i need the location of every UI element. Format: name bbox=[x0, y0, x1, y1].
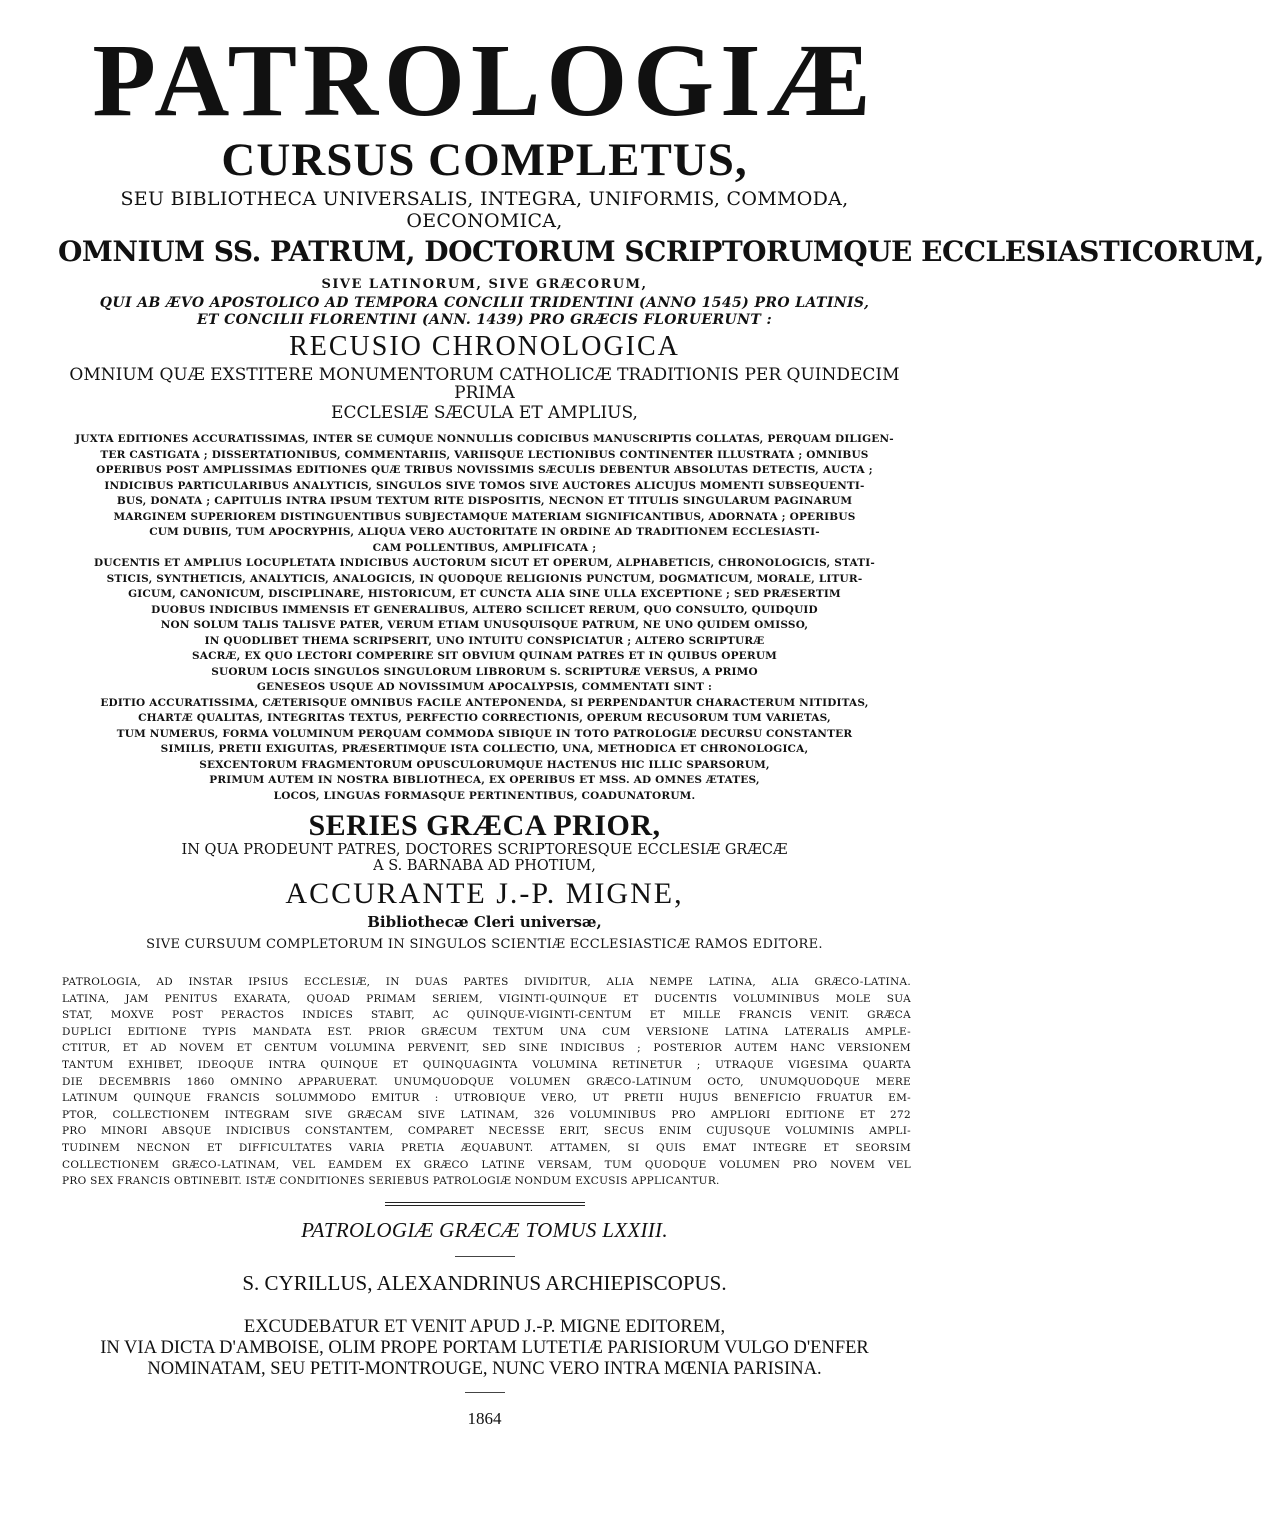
recusio-heading: RECUSIO CHRONOLOGICA bbox=[289, 331, 680, 362]
imprint-line: EXCUDEBATUR ET VENIT APUD J.-P. MIGNE EDITOREM, bbox=[243, 1316, 726, 1337]
editio-line: CHARTÆ QUALITAS, INTEGRITAS TEXTUS, PERFECTIO CORRECTIONIS, OPERUM RECUSORUM TUM VARIETAS, bbox=[138, 712, 831, 724]
ducentis-block bbox=[58, 556, 911, 696]
italic-line-2: ET CONCILII FLORENTINI (ANN. 1439) PRO GRÆCIS FLORUERUNT : bbox=[196, 312, 773, 328]
editor-line: ACCURANTE J.-P. MIGNE, bbox=[285, 877, 684, 910]
editio-line: LOCOS, LINGUAS FORMASQUE PERTINENTIBUS, COADUNATORUM. bbox=[273, 789, 696, 802]
ducentis-line: IN QUODLIBET THEMA SCRIPSERIT, UNO INTUITU CONSPICIATUR ; ALTERO SCRIPTURÆ bbox=[204, 634, 765, 647]
main-title: PATROLOGIÆ bbox=[92, 23, 877, 138]
series-heading: SERIES GRÆCA PRIOR, bbox=[308, 809, 661, 842]
juxta-line: CAM POLLENTIBUS, AMPLIFICATA ; bbox=[372, 541, 597, 554]
ducentis-line: STICIS, SYNTHETICIS, ANALYTICIS, ANALOGICIS, IN QUODQUE RELIGIONIS PUNCTUM, DOGMATICUM, MORALE, LITUR- bbox=[106, 572, 863, 585]
juxta-line: MARGINEM SUPERIOREM DISTINGUENTIBUS SUBJECTAMQUE MATERIAM SIGNIFICANTIBUS, ADORNATA ; OPERIBUS bbox=[113, 510, 856, 523]
short-divider bbox=[465, 1392, 505, 1393]
ducentis-line: GENESEOS USQUE AD NOVISSIMUM APOCALYPSIS, COMMENTATI SINT : bbox=[256, 681, 713, 693]
editio-line: PRIMUM AUTEM IN NOSTRA BIBLIOTHECA, EX OPERIBUS ET MSS. AD OMNES ÆTATES, bbox=[209, 774, 760, 786]
year: 1864 bbox=[467, 1408, 502, 1428]
omnium-patrum-line: OMNIUM SS. PATRUM, DOCTORUM SCRIPTORUMQUE ECCLESIASTICORUM, bbox=[58, 235, 1264, 268]
paragraph-line: TANTUM EXHIBET, IDEOQUE INTRA QUINQUE ET QUINQUAGINTA VOLUMINA RETINETUR ; UTRAQUE VIGESIMA QUARTA bbox=[62, 1058, 911, 1071]
juxta-block bbox=[58, 432, 911, 556]
paragraph-line: PTOR, COLLECTIONEM INTEGRAM SIVE GRÆCAM SIVE LATINAM, 326 VOLUMINIBUS PRO AMPLIORI EDITIONE ET 272 bbox=[62, 1108, 911, 1121]
notice-paragraph bbox=[62, 974, 911, 1190]
author-line: S. CYRILLUS, ALEXANDRINUS ARCHIEPISCOPUS. bbox=[242, 1270, 727, 1295]
juxta-line: INDICIBUS PARTICULARIBUS ANALYTICIS, SINGULOS SIVE TOMOS SIVE AUCTORES ALICUJUS MOMENTI SUBSEQUENTI- bbox=[104, 479, 865, 492]
ducentis-line: DUCENTIS ET AMPLIUS LOCUPLETATA INDICIBUS AUCTORUM SICUT ET OPERUM, ALPHABETICIS, CHRONOLOGICIS, STATI- bbox=[94, 557, 875, 569]
paragraph-line: STAT, MOXVE POST PERACTOS INDICES STABIT, AC QUINQUE-VIGINTI-CENTUM ET MILLE FRANCIS VENIT. GRÆCA bbox=[62, 1009, 911, 1022]
omnium-line-2: ECCLESIÆ SÆCULA ET AMPLIUS, bbox=[331, 403, 638, 423]
short-divider bbox=[455, 1256, 515, 1257]
paragraph-line: DIE DECEMBRIS 1860 OMNINO APPARUERAT. UNUMQUODQUE VOLUMEN GRÆCO-LATINUM OCTO, UNUMQUODQUE MERE bbox=[62, 1075, 911, 1088]
seu-bibliotheca-line: SEU BIBLIOTHECA UNIVERSALIS, INTEGRA, UNIFORMIS, COMMODA, OECONOMICA, bbox=[120, 188, 849, 232]
ducentis-line: SUORUM LOCIS SINGULOS SINGULORUM LIBRORUM S. SCRIPTURÆ VERSUS, A PRIMO bbox=[211, 665, 758, 678]
editio-line: TUM NUMERUS, FORMA VOLUMINUM PERQUAM COMMODA SIBIQUE IN TOTO PATROLOGIÆ DECURSU CONSTANTER bbox=[116, 727, 853, 740]
series-line-2: A S. BARNABA AD PHOTIUM, bbox=[373, 858, 596, 874]
ducentis-line: SACRÆ, EX QUO LECTORI COMPERIRE SIT OBVIUM QUINAM PATRES ET IN QUIBUS OPERUM bbox=[191, 650, 777, 662]
paragraph-line: LATINA, JAM PENITUS EXARATA, QUOAD PRIMAM SERIEM, VIGINTI-QUINQUE ET DUCENTIS VOLUMINIBUS MOLE SUA bbox=[62, 992, 911, 1005]
ducentis-line: NON SOLUM TALIS TALISVE PATER, VERUM ETIAM UNUSQUISQUE PATRUM, NE UNO QUIDEM OMISSO, bbox=[160, 619, 809, 631]
paragraph-line: PATROLOGIA, AD INSTAR IPSIUS ECCLESIÆ, IN DUAS PARTES DIVIDITUR, ALIA NEMPE LATINA, ALIA GRÆCO-LATINA. bbox=[62, 976, 911, 988]
paragraph-line: DUPLICI EDITIONE TYPIS MANDATA EST. PRIOR GRÆCUM TEXTUM UNA CUM VERSIONE LATINA LATERALIS AMPLE- bbox=[62, 1025, 911, 1038]
paragraph-line: LATINUM QUINQUE FRANCIS SOLUMMODO EMITUR : UTROBIQUE VERO, UT PRETII HUJUS BENEFICIO FRUATUR EM- bbox=[62, 1092, 911, 1105]
divider-rule bbox=[385, 1202, 585, 1206]
paragraph-line: TUDINEM NECNON ET DIFFICULTATES VARIA PRETIA ÆQUABUNT. ATTAMEN, SI QUIS EMAT INTEGRE ET SEORSIM bbox=[62, 1141, 911, 1154]
subtitle: CURSUS COMPLETUS, bbox=[221, 134, 748, 186]
paragraph-line: COLLECTIONEM GRÆCO-LATINAM, VEL EAMDEM EX GRÆCO LATINE VERSAM, TUM QUODQUE VOLUMEN PRO NOVEM VEL bbox=[62, 1158, 911, 1171]
imprint-line: NOMINATAM, SEU PETIT-MONTROUGE, NUNC VERO INTRA MŒNIA PARISINA. bbox=[147, 1358, 822, 1379]
tomus-line: PATROLOGIÆ GRÆCÆ TOMUS LXXIII. bbox=[301, 1217, 668, 1242]
sive-cursuum-line: SIVE CURSUUM COMPLETORUM IN SINGULOS SCIENTIÆ ECCLESIASTICÆ RAMOS EDITORE. bbox=[146, 937, 823, 952]
series-line-1: IN QUA PRODEUNT PATRES, DOCTORES SCRIPTORESQUE ECCLESIÆ GRÆCÆ bbox=[181, 842, 788, 858]
ducentis-line: DUOBUS INDICIBUS IMMENSIS ET GENERALIBUS, ALTERO SCILICET RERUM, QUO CONSULTO, QUIDQUID bbox=[151, 603, 818, 616]
paragraph-line: PRO SEX FRANCIS OBTINEBIT. ISTÆ CONDITIONES SERIEBUS PATROLOGIÆ NONDUM EXCUSIS APPLICANTUR. bbox=[62, 1175, 720, 1188]
juxta-line: OPERIBUS POST AMPLISSIMAS EDITIONES QUÆ TRIBUS NOVISSIMIS SÆCULIS DEBENTUR ABSOLUTAS DETECTIS, AUCTA ; bbox=[96, 464, 873, 476]
paragraph-line: CTITUR, ET AD NOVEM ET CENTUM VOLUMINA PERVENIT, SED SINE INDICIBUS ; POSTERIOR AUTEM HANC VERSIONEM bbox=[62, 1042, 911, 1055]
editio-block bbox=[58, 696, 911, 805]
editio-line: SEXCENTORUM FRAGMENTORUM OPUSCULORUMQUE HACTENUS HIC ILLIC SPARSORUM, bbox=[199, 758, 770, 771]
imprint-line: IN VIA DICTA D'AMBOISE, OLIM PROPE PORTAM LUTETIÆ PARISIORUM VULGO D'ENFER bbox=[100, 1337, 869, 1358]
juxta-line: TER CASTIGATA ; DISSERTATIONIBUS, COMMENTARIIS, VARIISQUE LECTIONIBUS CONTINENTER ILLUSTRATA ; OMNIBUS bbox=[100, 448, 869, 461]
omnium-line-1: OMNIUM QUÆ EXSTITERE MONUMENTORUM CATHOLICÆ TRADITIONIS PER QUINDECIM PRIMA bbox=[69, 365, 900, 403]
sive-latinorum-line: SIVE LATINORUM, SIVE GRÆCORUM, bbox=[321, 277, 648, 292]
juxta-line: BUS, DONATA ; CAPITULIS INTRA IPSUM TEXTUM RITE DISPOSITIS, NECNON ET TITULIS SINGULARUM PAGINARUM bbox=[116, 495, 853, 507]
juxta-line: CUM DUBIIS, TUM APOCRYPHIS, ALIQUA VERO AUCTORITATE IN ORDINE AD TRADITIONEM ECCLESIASTI- bbox=[149, 526, 820, 538]
italic-line-1: QUI AB ÆVO APOSTOLICO AD TEMPORA CONCILII TRIDENTINI (ANNO 1545) PRO LATINIS, bbox=[99, 295, 870, 311]
paragraph-line: PRO MINORI ABSQUE INDICIBUS CONSTANTEM, COMPARET NECESSE ERIT, SECUS ENIM CUJUSQUE VOLUMINIS AMPLI- bbox=[62, 1125, 911, 1138]
juxta-line: JUXTA EDITIONES ACCURATISSIMAS, INTER SE CUMQUE NONNULLIS CODICIBUS MANUSCRIPTIS COLLATAS, PERQUAM DILIGEN- bbox=[75, 433, 894, 445]
ducentis-line: GICUM, CANONICUM, DISCIPLINARE, HISTORICUM, ET CUNCTA ALIA SINE ULLA EXCEPTIONE ; SED PRÆSERTIM bbox=[128, 588, 841, 600]
bibliotheca-line: Bibliothecæ Cleri universæ, bbox=[367, 913, 602, 931]
editio-line: EDITIO ACCURATISSIMA, CÆTERISQUE OMNIBUS FACILE ANTEPONENDA, SI PERPENDANTUR CHARACTERUM NITIDITAS, bbox=[100, 696, 869, 709]
editio-line: SIMILIS, PRETII EXIGUITAS, PRÆSERTIMQUE ISTA COLLECTIO, UNA, METHODICA ET CHRONOLOGICA, bbox=[160, 743, 809, 755]
